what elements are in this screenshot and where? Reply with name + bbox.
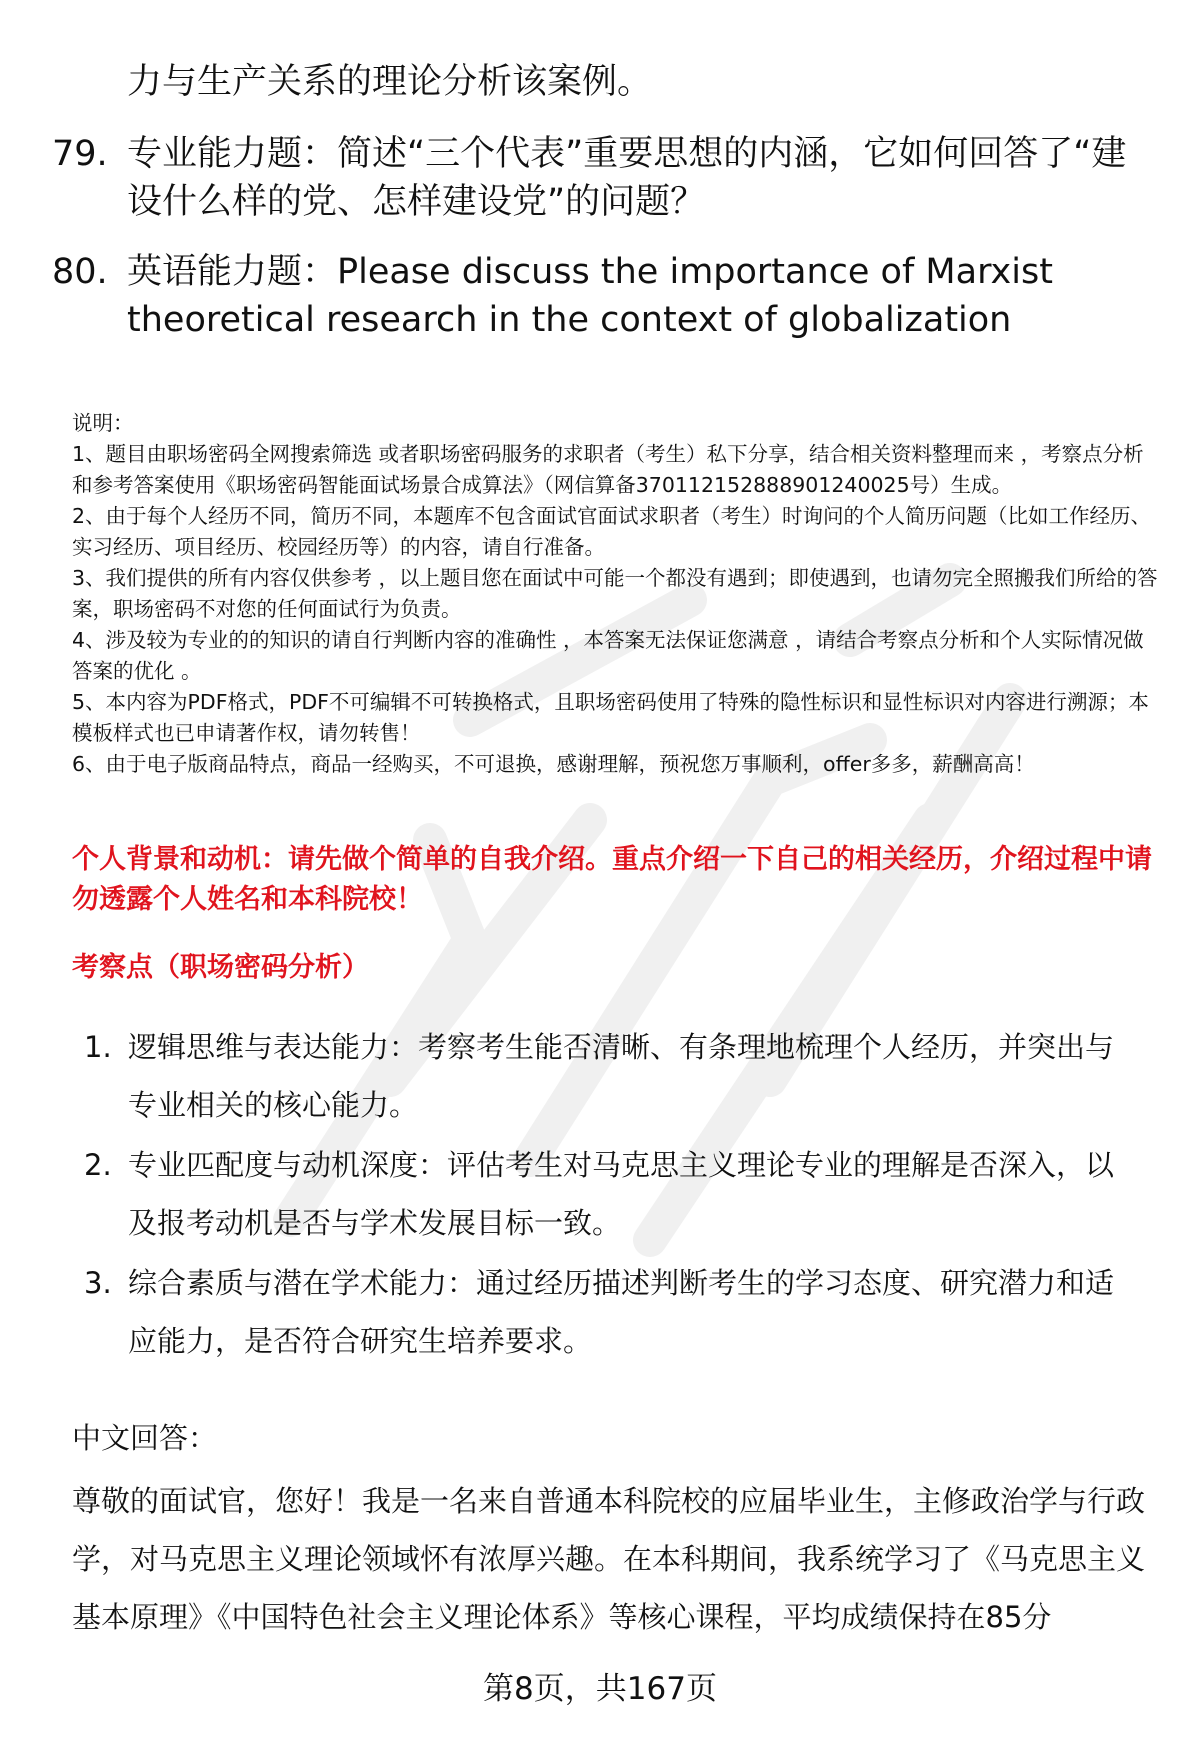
question-text: 英语能力题：Please discuss the importance of Marxist theoretical research in the context of globalization xyxy=(127,252,1053,340)
point-number: 2. xyxy=(84,1148,112,1182)
note-item: 1、题目由职场密码全网搜索筛选 或者职场密码服务的求职者（考生）私下分享，结合相关资料整理而来 ，考察点分析和参考答案使用《职场密码智能面试场景合成算法》（网信算备370112152888901240025号）生成。 xyxy=(72,442,1144,497)
point-number: 1. xyxy=(84,1030,112,1064)
page-footer: 第8页，共167页 xyxy=(483,1671,717,1707)
note-item: 6、由于电子版商品特点，商品一经购买，不可退换，感谢理解，预祝您万事顺利，offer多多，薪酬高高！ xyxy=(72,752,1035,776)
notes-title: 说明： xyxy=(72,411,134,435)
question-number: 80. xyxy=(52,252,108,292)
point-number: 3. xyxy=(84,1266,112,1300)
answer-label: 中文回答： xyxy=(72,1421,218,1455)
point-text: 专业匹配度与动机深度：评估考生对马克思主义理论专业的理解是否深入，以及报考动机是否与学术发展目标一致。 xyxy=(128,1148,1115,1240)
note-item: 3、我们提供的所有内容仅供参考 ，以上题目您在面试中可能一个都没有遇到；即使遇到，也请勿完全照搬我们所给的答案，职场密码不对您的任何面试行为负责。 xyxy=(72,566,1158,621)
question-number: 79. xyxy=(52,134,108,174)
note-item: 2、由于每个人经历不同，简历不同，本题库不包含面试官面试求职者（考生）时询问的个人简历问题（比如工作经历、实习经历、项目经历、校园经历等）的内容，请自行准备。 xyxy=(72,504,1152,559)
question-heading: 个人背景和动机：请先做个简单的自我介绍。重点介绍一下自己的相关经历，介绍过程中请勿透露个人姓名和本科院校！ xyxy=(72,844,1152,915)
question-continued-text: 力与生产关系的理论分析该案例。 xyxy=(127,62,653,102)
answer-text: 尊敬的面试官，您好！我是一名来自普通本科院校的应届毕业生，主修政治学与行政学，对马克思主义理论领域怀有浓厚兴趣。在本科期间，我系统学习了《马克思主义基本原理》《中国特色社会主义理论体系》等核心课程，平均成绩保持在85分 xyxy=(72,1484,1146,1634)
notes-block xyxy=(72,408,1162,780)
question-text: 专业能力题：简述“三个代表”重要思想的内涵，它如何回答了“建设什么样的党、怎样建设党”的问题？ xyxy=(127,134,1127,222)
note-item: 4、涉及较为专业的的知识的请自行判断内容的准确性 ，本答案无法保证您满意 ，请结合考察点分析和个人实际情况做答案的优化 。 xyxy=(72,628,1144,683)
note-item: 5、本内容为PDF格式，PDF不可编辑不可转换格式，且职场密码使用了特殊的隐性标识和显性标识对内容进行溯源；本模板样式也已申请著作权，请勿转售！ xyxy=(72,690,1149,745)
analysis-title: 考察点（职场密码分析） xyxy=(72,952,369,983)
point-text: 逻辑思维与表达能力：考察考生能否清晰、有条理地梳理个人经历，并突出与专业相关的核心能力。 xyxy=(128,1030,1115,1122)
point-text: 综合素质与潜在学术能力：通过经历描述判断考生的学习态度、研究潜力和适应能力，是否符合研究生培养要求。 xyxy=(128,1266,1115,1358)
